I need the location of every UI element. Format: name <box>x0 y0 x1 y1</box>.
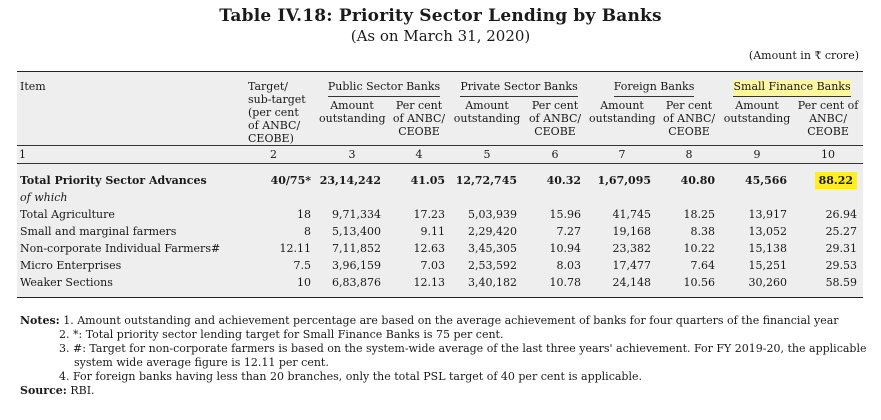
cell-value: 19,168 <box>612 224 652 238</box>
col-number: 10 <box>793 146 863 164</box>
cell-value: 7.64 <box>690 258 716 272</box>
cell-value: 10.56 <box>683 275 716 289</box>
cell-value: 9.11 <box>420 224 446 238</box>
cell-value: 8.38 <box>690 224 716 238</box>
cell-value: 25.27 <box>825 224 858 238</box>
note-3-continued: system wide average figure is 12.11 per cent. <box>74 356 329 369</box>
cell-value: 26.94 <box>825 207 858 221</box>
header-foreign-banks: Foreign Banks <box>614 80 695 97</box>
cell-value: 9,71,334 <box>332 207 381 221</box>
col-number: 8 <box>657 146 721 164</box>
row-label: Small and marginal farmers <box>20 224 177 238</box>
col-number: 6 <box>523 146 587 164</box>
cell-value: 7.03 <box>420 258 446 272</box>
cell-value: 40.32 <box>546 173 582 187</box>
cell-value: 1,67,095 <box>597 173 652 187</box>
cell-value: 12.13 <box>413 275 446 289</box>
header-percent: Per cent of ANBC/ CEOBE <box>797 98 859 138</box>
cell-value: 10.22 <box>683 241 716 255</box>
cell-value: 18.25 <box>683 207 716 221</box>
cell-value: 12,72,745 <box>455 173 518 187</box>
notes-label: Notes: <box>20 314 60 327</box>
row-label: of which <box>20 190 68 204</box>
row-label: Micro Enterprises <box>20 258 122 272</box>
cell-value: 58.59 <box>825 275 858 289</box>
header-small-finance: Small Finance Banks <box>733 80 850 97</box>
column-number-row <box>17 146 863 164</box>
cell-target: 12.11 <box>279 241 311 255</box>
cell-value: 8.03 <box>556 258 582 272</box>
cell-value: 15.96 <box>549 207 582 221</box>
header-amount: Amount outstanding <box>453 98 521 125</box>
cell-value: 23,14,242 <box>319 173 381 187</box>
source-text: RBI. <box>70 384 95 397</box>
cell-value: 24,148 <box>612 275 652 289</box>
row-label: Total Priority Sector Advances <box>20 173 207 187</box>
header-percent: Per cent of ANBC/ CEOBE <box>528 98 582 138</box>
cell-target: 18 <box>297 207 311 221</box>
cell-value: 29.53 <box>825 258 858 272</box>
row-label: Total Agriculture <box>20 207 115 221</box>
col-number: 5 <box>451 146 523 164</box>
col-number: 2 <box>230 146 317 164</box>
col-number: 7 <box>587 146 657 164</box>
cell-value: 7.27 <box>556 224 582 238</box>
cell-value: 10.78 <box>549 275 582 289</box>
col-number: 4 <box>387 146 451 164</box>
cell-value: 13,917 <box>748 207 788 221</box>
cell-value: 7,11,852 <box>332 241 381 255</box>
table-row <box>17 257 863 274</box>
col-number: 9 <box>721 146 793 164</box>
table-title: Table IV.18: Priority Sector Lending by Banks <box>219 6 662 26</box>
cell-value: 5,13,400 <box>332 224 381 238</box>
cell-value: 5,03,939 <box>468 207 518 221</box>
note-1: 1. Amount outstanding and achievement percentage are based on the average achievement of banks for four quarters of the financial year <box>63 314 839 327</box>
cell-value: 40.80 <box>680 173 716 187</box>
cell-value: 15,251 <box>748 258 788 272</box>
cell-value: 12.63 <box>413 241 446 255</box>
header-public-sector: Public Sector Banks <box>328 80 440 97</box>
note-2: 2. *: Total priority sector lending target for Small Finance Banks is 75 per cent. <box>59 328 504 341</box>
note-4: 4. For foreign banks having less than 20 branches, only the total PSL target of 40 per cent is applicable. <box>59 370 642 383</box>
cell-target: 10 <box>297 275 311 289</box>
header-private-sector: Private Sector Banks <box>460 80 577 97</box>
cell-target: 7.5 <box>293 258 311 272</box>
cell-highlighted-value: 88.22 <box>793 172 863 189</box>
psl-table <box>17 72 863 297</box>
cell-value: 17,477 <box>612 258 652 272</box>
header-percent: Per cent of ANBC/ CEOBE <box>392 98 446 138</box>
cell-value: 41,745 <box>612 207 652 221</box>
header-item: Item <box>20 80 46 93</box>
note-3: 3. #: Target for non-corporate farmers is based on the system-wide average of the last three years' achievement. For FY 2019-20, the applicable <box>59 342 867 355</box>
table-row <box>17 274 863 291</box>
col-number: 3 <box>317 146 387 164</box>
cell-value: 41.05 <box>410 173 446 187</box>
cell-value: 15,138 <box>748 241 788 255</box>
cell-value: 10.94 <box>549 241 582 255</box>
row-label: Weaker Sections <box>20 275 113 289</box>
cell-value: 30,260 <box>748 275 788 289</box>
cell-value: 6,83,876 <box>332 275 381 289</box>
table-subtitle: (As on March 31, 2020) <box>350 27 531 45</box>
cell-value: 13,052 <box>748 224 788 238</box>
psl-table-container <box>17 71 863 298</box>
cell-value: 3,40,182 <box>468 275 518 289</box>
unit-note: (Amount in ₹ crore) <box>748 49 859 62</box>
header-amount: Amount outstanding <box>319 98 386 125</box>
notes-section <box>20 314 870 398</box>
cell-value: 17.23 <box>413 207 446 221</box>
header-percent: Per cent of ANBC/ CEOBE <box>662 98 716 138</box>
source-label: Source: <box>20 384 67 397</box>
cell-value: 3,96,159 <box>332 258 381 272</box>
table-row <box>17 240 863 257</box>
table-row <box>17 223 863 240</box>
cell-value: 2,53,592 <box>468 258 518 272</box>
cell-value: 2,29,420 <box>468 224 518 238</box>
cell-value: 3,45,305 <box>468 241 518 255</box>
header-amount: Amount outstanding <box>723 98 791 125</box>
col-number: 1 <box>17 146 230 164</box>
table-row <box>17 172 863 189</box>
header-target: Target/ sub-target (per cent of ANBC/ CEOBE) <box>248 80 306 145</box>
cell-target: 40/75* <box>270 173 311 187</box>
table-row <box>17 206 863 223</box>
cell-value: 29.31 <box>825 241 858 255</box>
cell-target: 8 <box>304 224 311 238</box>
cell-value: 45,566 <box>744 173 788 187</box>
row-label: Non-corporate Individual Farmers# <box>20 241 221 255</box>
table-row <box>17 189 863 206</box>
cell-value: 23,382 <box>612 241 652 255</box>
header-amount: Amount outstanding <box>589 98 656 125</box>
